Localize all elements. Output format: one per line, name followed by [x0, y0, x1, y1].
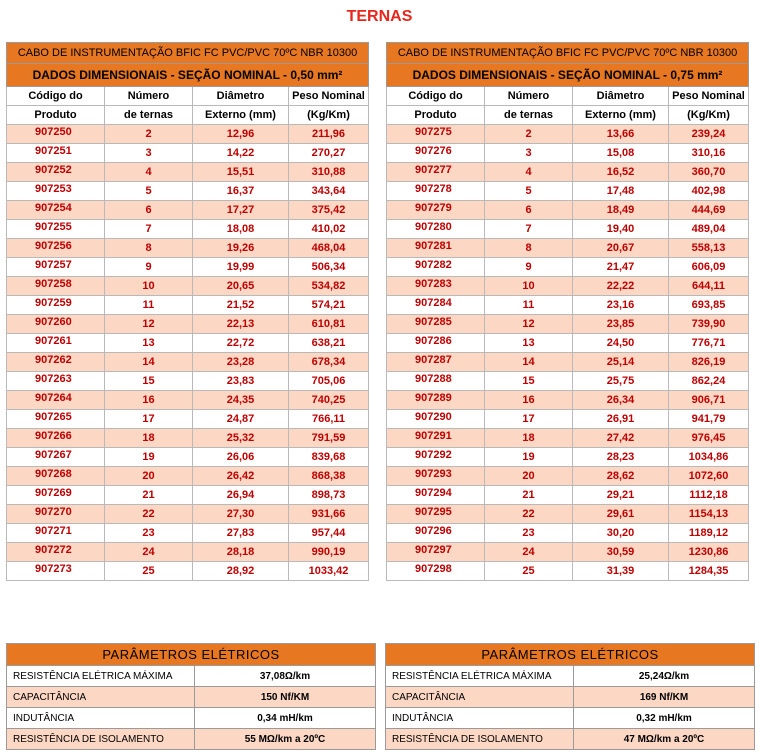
table-row [387, 353, 749, 372]
nominal-weight-cell: 678,34 [289, 353, 369, 372]
outer-diameter-cell: 23,83 [193, 372, 289, 391]
nominal-weight-cell: 638,21 [289, 334, 369, 353]
terna-count-cell: 9 [105, 258, 193, 277]
param-value: 47 MΩ/km a 20ºC [574, 729, 755, 750]
table-row [7, 163, 369, 182]
nominal-weight-cell: 270,27 [289, 144, 369, 163]
outer-diameter-cell: 23,16 [573, 296, 669, 315]
product-code-cell: 907283 [387, 277, 485, 296]
terna-count-cell: 12 [485, 315, 573, 334]
col-header-code-sub: Produto [7, 106, 105, 125]
col-header-diameter: Diâmetro [573, 87, 669, 106]
table-row [7, 125, 369, 144]
param-row [7, 708, 376, 729]
product-code-cell: 907272 [7, 543, 105, 562]
outer-diameter-cell: 27,83 [193, 524, 289, 543]
table-header-section: DADOS DIMENSIONAIS - SEÇÃO NOMINAL - 0,50 mm² [7, 64, 369, 87]
terna-count-cell: 18 [485, 429, 573, 448]
table-row [387, 258, 749, 277]
outer-diameter-cell: 28,23 [573, 448, 669, 467]
product-code-cell: 907273 [7, 562, 105, 581]
param-value: 0,32 mH/km [574, 708, 755, 729]
col-header-count: Número [485, 87, 573, 106]
param-row [386, 666, 755, 687]
nominal-weight-cell: 558,13 [669, 239, 749, 258]
page-title: TERNAS [346, 8, 413, 25]
dimensional-table-050 [6, 42, 369, 581]
nominal-weight-cell: 1034,86 [669, 448, 749, 467]
table-row [7, 182, 369, 201]
outer-diameter-cell: 20,65 [193, 277, 289, 296]
terna-count-cell: 2 [105, 125, 193, 144]
nominal-weight-cell: 839,68 [289, 448, 369, 467]
param-row [7, 687, 376, 708]
outer-diameter-cell: 24,50 [573, 334, 669, 353]
terna-count-cell: 16 [105, 391, 193, 410]
nominal-weight-cell: 705,06 [289, 372, 369, 391]
table-row [7, 562, 369, 581]
param-row [386, 708, 755, 729]
terna-count-cell: 9 [485, 258, 573, 277]
table-row [7, 429, 369, 448]
nominal-weight-cell: 693,85 [669, 296, 749, 315]
product-code-cell: 907294 [387, 486, 485, 505]
nominal-weight-cell: 1189,12 [669, 524, 749, 543]
terna-count-cell: 15 [105, 372, 193, 391]
table-row [387, 201, 749, 220]
table-row [7, 258, 369, 277]
param-label: RESISTÊNCIA DE ISOLAMENTO [386, 729, 574, 750]
nominal-weight-cell: 941,79 [669, 410, 749, 429]
table-row [387, 334, 749, 353]
outer-diameter-cell: 12,96 [193, 125, 289, 144]
nominal-weight-cell: 239,24 [669, 125, 749, 144]
table-row [387, 429, 749, 448]
outer-diameter-cell: 28,62 [573, 467, 669, 486]
outer-diameter-cell: 23,28 [193, 353, 289, 372]
product-code-cell: 907287 [387, 353, 485, 372]
outer-diameter-cell: 14,22 [193, 144, 289, 163]
terna-count-cell: 10 [485, 277, 573, 296]
table-row [387, 448, 749, 467]
param-label: RESISTÊNCIA DE ISOLAMENTO [7, 729, 195, 750]
nominal-weight-cell: 1033,42 [289, 562, 369, 581]
nominal-weight-cell: 574,21 [289, 296, 369, 315]
terna-count-cell: 2 [485, 125, 573, 144]
param-value: 150 Nf/KM [195, 687, 376, 708]
outer-diameter-cell: 23,85 [573, 315, 669, 334]
product-code-cell: 907276 [387, 144, 485, 163]
param-value: 0,34 mH/km [195, 708, 376, 729]
terna-count-cell: 5 [105, 182, 193, 201]
param-label: INDUTÂNCIA [386, 708, 574, 729]
nominal-weight-cell: 644,11 [669, 277, 749, 296]
params-title: PARÂMETROS ELÉTRICOS [7, 644, 376, 666]
outer-diameter-cell: 29,61 [573, 505, 669, 524]
nominal-weight-cell: 1112,18 [669, 486, 749, 505]
nominal-weight-cell: 506,34 [289, 258, 369, 277]
params-title: PARÂMETROS ELÉTRICOS [386, 644, 755, 666]
param-row [7, 666, 376, 687]
nominal-weight-cell: 1230,86 [669, 543, 749, 562]
outer-diameter-cell: 21,52 [193, 296, 289, 315]
table-row [7, 448, 369, 467]
table-header-section: DADOS DIMENSIONAIS - SEÇÃO NOMINAL - 0,75 mm² [387, 64, 749, 87]
product-code-cell: 907267 [7, 448, 105, 467]
terna-count-cell: 19 [485, 448, 573, 467]
product-code-cell: 907291 [387, 429, 485, 448]
table-row [387, 391, 749, 410]
terna-count-cell: 7 [105, 220, 193, 239]
product-code-cell: 907251 [7, 144, 105, 163]
nominal-weight-cell: 776,71 [669, 334, 749, 353]
terna-count-cell: 17 [485, 410, 573, 429]
outer-diameter-cell: 19,99 [193, 258, 289, 277]
terna-count-cell: 6 [105, 201, 193, 220]
product-code-cell: 907263 [7, 372, 105, 391]
terna-count-cell: 4 [485, 163, 573, 182]
table-row [7, 334, 369, 353]
terna-count-cell: 8 [105, 239, 193, 258]
table-row [7, 391, 369, 410]
product-code-cell: 907268 [7, 467, 105, 486]
product-code-cell: 907288 [387, 372, 485, 391]
param-value: 169 Nf/KM [574, 687, 755, 708]
product-code-cell: 907285 [387, 315, 485, 334]
terna-count-cell: 14 [485, 353, 573, 372]
param-label: CAPACITÂNCIA [7, 687, 195, 708]
terna-count-cell: 16 [485, 391, 573, 410]
terna-count-cell: 13 [485, 334, 573, 353]
nominal-weight-cell: 489,04 [669, 220, 749, 239]
terna-count-cell: 25 [485, 562, 573, 581]
params-body [386, 666, 755, 750]
table-row [387, 372, 749, 391]
param-value: 25,24Ω/km [574, 666, 755, 687]
nominal-weight-cell: 606,09 [669, 258, 749, 277]
outer-diameter-cell: 25,14 [573, 353, 669, 372]
outer-diameter-cell: 18,08 [193, 220, 289, 239]
outer-diameter-cell: 29,21 [573, 486, 669, 505]
outer-diameter-cell: 26,91 [573, 410, 669, 429]
outer-diameter-cell: 22,13 [193, 315, 289, 334]
table-header-cable: CABO DE INSTRUMENTAÇÃO BFIC FC PVC/PVC 70ºC NBR 10300 [7, 43, 369, 64]
product-code-cell: 907270 [7, 505, 105, 524]
terna-count-cell: 20 [485, 467, 573, 486]
outer-diameter-cell: 16,52 [573, 163, 669, 182]
table-row [387, 562, 749, 581]
product-code-cell: 907271 [7, 524, 105, 543]
outer-diameter-cell: 25,75 [573, 372, 669, 391]
col-header-diameter: Diâmetro [193, 87, 289, 106]
param-label: INDUTÂNCIA [7, 708, 195, 729]
nominal-weight-cell: 1072,60 [669, 467, 749, 486]
nominal-weight-cell: 534,82 [289, 277, 369, 296]
param-value: 55 MΩ/km a 20ºC [195, 729, 376, 750]
nominal-weight-cell: 468,04 [289, 239, 369, 258]
terna-count-cell: 15 [485, 372, 573, 391]
terna-count-cell: 13 [105, 334, 193, 353]
table-row [387, 410, 749, 429]
outer-diameter-cell: 21,47 [573, 258, 669, 277]
product-code-cell: 907254 [7, 201, 105, 220]
nominal-weight-cell: 931,66 [289, 505, 369, 524]
terna-count-cell: 3 [485, 144, 573, 163]
product-code-cell: 907256 [7, 239, 105, 258]
product-code-cell: 907252 [7, 163, 105, 182]
product-code-cell: 907277 [387, 163, 485, 182]
params-body [7, 666, 376, 750]
product-code-cell: 907253 [7, 182, 105, 201]
nominal-weight-cell: 410,02 [289, 220, 369, 239]
col-header-weight-sub: (Kg/Km) [669, 106, 749, 125]
table-row [7, 144, 369, 163]
outer-diameter-cell: 30,20 [573, 524, 669, 543]
nominal-weight-cell: 310,88 [289, 163, 369, 182]
product-code-cell: 907265 [7, 410, 105, 429]
nominal-weight-cell: 1154,13 [669, 505, 749, 524]
nominal-weight-cell: 868,38 [289, 467, 369, 486]
product-code-cell: 907284 [387, 296, 485, 315]
terna-count-cell: 14 [105, 353, 193, 372]
electrical-params-table-050 [6, 643, 376, 750]
table-row [7, 486, 369, 505]
outer-diameter-cell: 26,06 [193, 448, 289, 467]
product-code-cell: 907266 [7, 429, 105, 448]
table-row [387, 125, 749, 144]
table-row [7, 239, 369, 258]
dimensional-table-075 [386, 42, 749, 581]
outer-diameter-cell: 18,49 [573, 201, 669, 220]
table-row [387, 239, 749, 258]
col-header-code-sub: Produto [387, 106, 485, 125]
nominal-weight-cell: 402,98 [669, 182, 749, 201]
terna-count-cell: 20 [105, 467, 193, 486]
param-row [386, 729, 755, 750]
nominal-weight-cell: 766,11 [289, 410, 369, 429]
param-value: 37,08Ω/km [195, 666, 376, 687]
terna-count-cell: 23 [485, 524, 573, 543]
terna-count-cell: 24 [485, 543, 573, 562]
table-row [387, 543, 749, 562]
product-code-cell: 907296 [387, 524, 485, 543]
terna-count-cell: 25 [105, 562, 193, 581]
terna-count-cell: 19 [105, 448, 193, 467]
nominal-weight-cell: 444,69 [669, 201, 749, 220]
terna-count-cell: 24 [105, 543, 193, 562]
col-header-count-sub: de ternas [105, 106, 193, 125]
nominal-weight-cell: 862,24 [669, 372, 749, 391]
product-code-cell: 907261 [7, 334, 105, 353]
outer-diameter-cell: 31,39 [573, 562, 669, 581]
table-row [387, 277, 749, 296]
terna-count-cell: 21 [105, 486, 193, 505]
product-code-cell: 907257 [7, 258, 105, 277]
nominal-weight-cell: 740,25 [289, 391, 369, 410]
product-code-cell: 907292 [387, 448, 485, 467]
table-row [7, 543, 369, 562]
nominal-weight-cell: 957,44 [289, 524, 369, 543]
product-code-cell: 907260 [7, 315, 105, 334]
nominal-weight-cell: 898,73 [289, 486, 369, 505]
table-row [7, 220, 369, 239]
col-header-diameter-sub: Externo (mm) [193, 106, 289, 125]
electrical-params-table-075 [385, 643, 755, 750]
outer-diameter-cell: 17,27 [193, 201, 289, 220]
col-header-count-sub: de ternas [485, 106, 573, 125]
table-header-cable: CABO DE INSTRUMENTAÇÃO BFIC FC PVC/PVC 70ºC NBR 10300 [387, 43, 749, 64]
table-row [7, 524, 369, 543]
table-row [7, 277, 369, 296]
terna-count-cell: 11 [485, 296, 573, 315]
product-code-cell: 907286 [387, 334, 485, 353]
table-row [7, 505, 369, 524]
table-row [387, 163, 749, 182]
table-row [387, 315, 749, 334]
outer-diameter-cell: 19,26 [193, 239, 289, 258]
nominal-weight-cell: 976,45 [669, 429, 749, 448]
table-body [387, 125, 749, 581]
terna-count-cell: 21 [485, 486, 573, 505]
terna-count-cell: 17 [105, 410, 193, 429]
product-code-cell: 907250 [7, 125, 105, 144]
nominal-weight-cell: 310,16 [669, 144, 749, 163]
param-label: RESISTÊNCIA ELÉTRICA MÁXIMA [7, 666, 195, 687]
table-row [7, 353, 369, 372]
outer-diameter-cell: 25,32 [193, 429, 289, 448]
product-code-cell: 907269 [7, 486, 105, 505]
nominal-weight-cell: 791,59 [289, 429, 369, 448]
product-code-cell: 907282 [387, 258, 485, 277]
table-body [7, 125, 369, 581]
product-code-cell: 907290 [387, 410, 485, 429]
outer-diameter-cell: 16,37 [193, 182, 289, 201]
terna-count-cell: 11 [105, 296, 193, 315]
outer-diameter-cell: 17,48 [573, 182, 669, 201]
table-row [387, 486, 749, 505]
nominal-weight-cell: 375,42 [289, 201, 369, 220]
product-code-cell: 907281 [387, 239, 485, 258]
table-row [387, 182, 749, 201]
product-code-cell: 907298 [387, 562, 485, 581]
outer-diameter-cell: 22,22 [573, 277, 669, 296]
param-label: CAPACITÂNCIA [386, 687, 574, 708]
nominal-weight-cell: 343,64 [289, 182, 369, 201]
table-row [7, 372, 369, 391]
outer-diameter-cell: 26,42 [193, 467, 289, 486]
terna-count-cell: 6 [485, 201, 573, 220]
param-row [7, 729, 376, 750]
product-code-cell: 907295 [387, 505, 485, 524]
product-code-cell: 907262 [7, 353, 105, 372]
product-code-cell: 907280 [387, 220, 485, 239]
product-code-cell: 907289 [387, 391, 485, 410]
product-code-cell: 907259 [7, 296, 105, 315]
product-code-cell: 907297 [387, 543, 485, 562]
outer-diameter-cell: 28,18 [193, 543, 289, 562]
param-row [386, 687, 755, 708]
outer-diameter-cell: 30,59 [573, 543, 669, 562]
terna-count-cell: 7 [485, 220, 573, 239]
outer-diameter-cell: 13,66 [573, 125, 669, 144]
col-header-weight: Peso Nominal [289, 87, 369, 106]
col-header-code: Código do [7, 87, 105, 106]
product-code-cell: 907258 [7, 277, 105, 296]
outer-diameter-cell: 24,35 [193, 391, 289, 410]
table-row [387, 505, 749, 524]
nominal-weight-cell: 826,19 [669, 353, 749, 372]
outer-diameter-cell: 19,40 [573, 220, 669, 239]
table-row [7, 410, 369, 429]
table-row [7, 315, 369, 334]
col-header-diameter-sub: Externo (mm) [573, 106, 669, 125]
terna-count-cell: 3 [105, 144, 193, 163]
product-code-cell: 907278 [387, 182, 485, 201]
col-header-count: Número [105, 87, 193, 106]
nominal-weight-cell: 1284,35 [669, 562, 749, 581]
table-row [387, 144, 749, 163]
outer-diameter-cell: 22,72 [193, 334, 289, 353]
table-row [387, 524, 749, 543]
col-header-code: Código do [387, 87, 485, 106]
terna-count-cell: 22 [485, 505, 573, 524]
table-row [387, 467, 749, 486]
outer-diameter-cell: 26,94 [193, 486, 289, 505]
nominal-weight-cell: 360,70 [669, 163, 749, 182]
terna-count-cell: 12 [105, 315, 193, 334]
terna-count-cell: 10 [105, 277, 193, 296]
nominal-weight-cell: 610,81 [289, 315, 369, 334]
product-code-cell: 907275 [387, 125, 485, 144]
col-header-weight: Peso Nominal [669, 87, 749, 106]
product-code-cell: 907279 [387, 201, 485, 220]
product-code-cell: 907264 [7, 391, 105, 410]
terna-count-cell: 22 [105, 505, 193, 524]
terna-count-cell: 23 [105, 524, 193, 543]
outer-diameter-cell: 20,67 [573, 239, 669, 258]
outer-diameter-cell: 26,34 [573, 391, 669, 410]
terna-count-cell: 8 [485, 239, 573, 258]
terna-count-cell: 18 [105, 429, 193, 448]
product-code-cell: 907293 [387, 467, 485, 486]
table-row [387, 296, 749, 315]
terna-count-cell: 5 [485, 182, 573, 201]
param-label: RESISTÊNCIA ELÉTRICA MÁXIMA [386, 666, 574, 687]
outer-diameter-cell: 28,92 [193, 562, 289, 581]
col-header-weight-sub: (Kg/Km) [289, 106, 369, 125]
nominal-weight-cell: 739,90 [669, 315, 749, 334]
table-row [7, 296, 369, 315]
terna-count-cell: 4 [105, 163, 193, 182]
product-code-cell: 907255 [7, 220, 105, 239]
outer-diameter-cell: 27,42 [573, 429, 669, 448]
outer-diameter-cell: 27,30 [193, 505, 289, 524]
outer-diameter-cell: 15,51 [193, 163, 289, 182]
table-row [7, 201, 369, 220]
nominal-weight-cell: 211,96 [289, 125, 369, 144]
outer-diameter-cell: 24,87 [193, 410, 289, 429]
table-row [387, 220, 749, 239]
outer-diameter-cell: 15,08 [573, 144, 669, 163]
nominal-weight-cell: 906,71 [669, 391, 749, 410]
nominal-weight-cell: 990,19 [289, 543, 369, 562]
table-row [7, 467, 369, 486]
